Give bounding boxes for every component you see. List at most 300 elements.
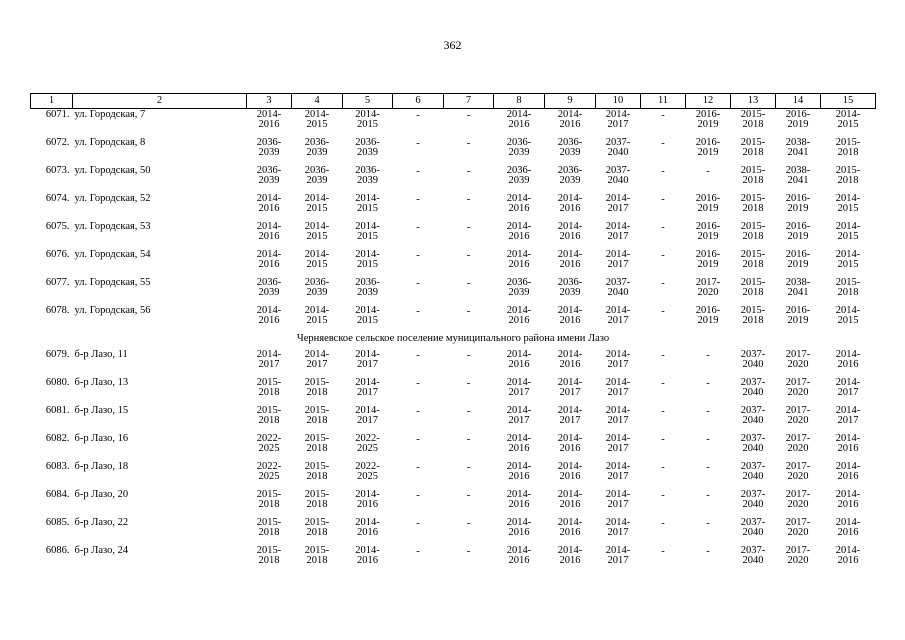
year-part: 2016- [785, 109, 811, 120]
year-part: 2016 [508, 315, 530, 326]
year-range-cell [596, 406, 641, 434]
year-part: 2015- [256, 489, 282, 500]
year-part: 2017 [607, 499, 629, 510]
column-number-header [31, 94, 876, 109]
year-range-cell [494, 406, 545, 434]
year-part: 2015- [256, 377, 282, 388]
year-range-cell [731, 166, 776, 194]
year-range-cell [292, 518, 343, 546]
year-part: 2018 [742, 175, 764, 186]
year-part: 2017- [785, 377, 811, 388]
year-part: 2015- [835, 165, 861, 176]
year-range-cell: - [466, 518, 471, 529]
year-part: 2016- [695, 305, 721, 316]
year-part: 2014- [304, 193, 330, 204]
year-range-cell [494, 350, 545, 378]
year-range-cell [821, 194, 876, 222]
year-range-cell: - [416, 278, 420, 289]
year-part: 2016- [695, 221, 721, 232]
year-part: 2014- [557, 349, 583, 360]
year-range-cell: - [416, 194, 420, 205]
year-part: 2014- [557, 377, 583, 388]
year-range-cell [776, 490, 821, 518]
year-part: 2036- [557, 277, 583, 288]
year-part: 2039 [258, 147, 280, 158]
year-part: 2018 [837, 175, 859, 186]
year-range-cell [343, 518, 393, 546]
year-part: 2037- [740, 349, 766, 360]
year-part: 2014- [835, 517, 861, 528]
year-part: 2040 [742, 555, 764, 566]
year-range-cell [247, 250, 292, 278]
year-part: 2036- [304, 277, 330, 288]
year-part: 2016 [559, 259, 581, 270]
year-part: 2017 [607, 259, 629, 270]
year-range-cell [247, 546, 292, 574]
year-range-cell [292, 306, 343, 334]
year-part: 2017- [785, 461, 811, 472]
year-part: 2015 [306, 203, 328, 214]
year-part: 2016 [258, 259, 280, 270]
year-range-cell [494, 222, 545, 250]
column-header-3: 3 [247, 94, 292, 109]
year-part: 2017 [357, 415, 378, 426]
year-range-cell [545, 546, 596, 574]
year-range-cell [494, 434, 545, 462]
year-part: 2015 [357, 231, 378, 242]
year-range-cell: - [416, 138, 420, 149]
year-part: 2016 [559, 499, 581, 510]
year-range-cell [292, 350, 343, 378]
year-range-cell [821, 138, 876, 166]
year-part: 2038- [785, 165, 811, 176]
year-range-cell [247, 138, 292, 166]
year-range-cell [776, 350, 821, 378]
year-part: 2017 [607, 315, 629, 326]
year-range-cell [545, 222, 596, 250]
year-range-cell [821, 250, 876, 278]
row-number: 6084. [45, 489, 70, 500]
year-range-cell [596, 250, 641, 278]
year-part: 2016 [258, 315, 280, 326]
year-range-cell [686, 250, 731, 278]
year-part: 2017 [508, 415, 530, 426]
year-range-cell [821, 406, 876, 434]
year-part: 2018 [258, 499, 280, 510]
table-row [31, 434, 876, 462]
row-number: 6080. [45, 377, 70, 388]
year-part: 2017 [258, 359, 280, 370]
year-part: 2014- [256, 249, 282, 260]
year-range-cell [596, 434, 641, 462]
year-part: 2018 [742, 119, 764, 130]
year-part: 2041 [787, 175, 809, 186]
table-row [31, 462, 876, 490]
year-part: 2019 [697, 203, 719, 214]
year-part: 2040 [742, 527, 764, 538]
year-range-cell [821, 490, 876, 518]
table-row [31, 350, 876, 378]
year-range-cell: - [416, 350, 420, 361]
year-range-cell [686, 194, 731, 222]
year-part: 2017- [785, 433, 811, 444]
year-range-cell: - [466, 462, 471, 473]
row-number: 6086. [45, 545, 70, 556]
year-part: 2016- [785, 249, 811, 260]
year-range-cell [292, 250, 343, 278]
header-row [31, 94, 876, 109]
year-part: 2022- [256, 433, 282, 444]
year-part: 2020 [697, 287, 719, 298]
year-range-cell [545, 194, 596, 222]
year-part: 2020 [787, 415, 809, 426]
year-range-cell [494, 378, 545, 406]
year-part: 2037- [605, 277, 631, 288]
schedule-table [30, 93, 876, 574]
year-part: 2014- [605, 193, 631, 204]
table-row [31, 138, 876, 166]
year-range-cell: - [466, 138, 471, 149]
year-part: 2018 [742, 147, 764, 158]
year-range-cell [596, 378, 641, 406]
year-range-cell [545, 250, 596, 278]
year-part: 2014- [355, 489, 380, 500]
year-part: 2041 [787, 147, 809, 158]
year-range-cell [821, 278, 876, 306]
year-part: 2014- [557, 545, 583, 556]
year-range-cell [494, 138, 545, 166]
year-part: 2014- [557, 305, 583, 316]
year-part: 2018 [306, 443, 328, 454]
year-range-cell [494, 194, 545, 222]
year-range-cell [821, 306, 876, 334]
year-part: 2016 [508, 499, 530, 510]
year-range-cell [247, 406, 292, 434]
year-part: 2016 [258, 119, 280, 130]
row-number: 6072. [45, 137, 70, 148]
year-range-cell: - [706, 462, 710, 473]
year-range-cell: - [706, 546, 710, 557]
year-part: 2016- [785, 305, 811, 316]
year-range-cell [596, 350, 641, 378]
year-part: 2014- [304, 249, 330, 260]
year-part: 2014- [506, 221, 532, 232]
year-part: 2017- [785, 489, 811, 500]
year-range-cell [731, 378, 776, 406]
year-range-cell [292, 278, 343, 306]
year-range-cell [776, 138, 821, 166]
column-header-2: 2 [73, 94, 247, 109]
year-range-cell [292, 546, 343, 574]
year-range-cell [494, 518, 545, 546]
year-part: 2015- [740, 249, 766, 260]
year-part: 2039 [357, 147, 378, 158]
year-range-cell: - [706, 166, 710, 177]
year-range-cell [343, 306, 393, 334]
year-range-cell [821, 434, 876, 462]
year-part: 2018 [306, 555, 328, 566]
year-range-cell [494, 490, 545, 518]
year-part: 2018 [742, 315, 764, 326]
row-address: ул. Городская, 55 [74, 277, 151, 288]
year-range-cell [343, 166, 393, 194]
column-header-11: 11 [641, 94, 686, 109]
year-range-cell: - [661, 138, 665, 149]
year-range-cell: - [466, 278, 471, 289]
year-range-cell [247, 278, 292, 306]
year-range-cell [776, 406, 821, 434]
year-part: 2016 [508, 555, 530, 566]
table-body [31, 109, 876, 575]
year-part: 2019 [697, 147, 719, 158]
year-part: 2016 [559, 231, 581, 242]
year-part: 2016 [258, 231, 280, 242]
year-range-cell [343, 222, 393, 250]
year-part: 2037- [740, 489, 766, 500]
year-part: 2018 [742, 287, 764, 298]
year-part: 2039 [559, 175, 581, 186]
table-row [31, 250, 876, 278]
year-part: 2039 [306, 147, 328, 158]
year-part: 2038- [785, 277, 811, 288]
year-part: 2016 [837, 443, 859, 454]
year-part: 2037- [740, 433, 766, 444]
year-part: 2040 [607, 147, 629, 158]
year-range-cell [343, 278, 393, 306]
year-part: 2025 [357, 443, 378, 454]
year-part: 2036- [304, 137, 330, 148]
year-range-cell [494, 250, 545, 278]
year-part: 2015- [304, 489, 330, 500]
year-range-cell [596, 306, 641, 334]
year-range-cell [821, 109, 876, 139]
year-part: 2015- [740, 221, 766, 232]
year-part: 2019 [787, 203, 809, 214]
year-part: 2040 [607, 175, 629, 186]
row-number: 6081. [45, 405, 70, 416]
year-range-cell: - [706, 378, 710, 389]
year-part: 2025 [357, 471, 378, 482]
table-row [31, 278, 876, 306]
row-address: б-р Лазо, 20 [74, 489, 129, 500]
year-part: 2014- [506, 305, 532, 316]
year-range-cell [731, 518, 776, 546]
year-range-cell [247, 378, 292, 406]
year-range-cell [596, 166, 641, 194]
year-range-cell [596, 222, 641, 250]
year-part: 2037- [605, 165, 631, 176]
year-part: 2015- [740, 109, 766, 120]
page-number: 362 [443, 38, 462, 52]
year-range-cell [247, 194, 292, 222]
year-part: 2038- [785, 137, 811, 148]
year-part: 2014- [605, 349, 631, 360]
year-part: 2016 [357, 499, 378, 510]
year-range-cell [292, 462, 343, 490]
year-part: 2014- [304, 109, 330, 120]
year-part: 2016- [695, 193, 721, 204]
year-range-cell: - [416, 166, 420, 177]
year-range-cell [343, 462, 393, 490]
year-part: 2017 [607, 527, 629, 538]
year-part: 2014- [557, 221, 583, 232]
year-part: 2017 [559, 387, 581, 398]
row-address: ул. Городская, 52 [74, 193, 151, 204]
column-header-4: 4 [292, 94, 343, 109]
row-address: ул. Городская, 8 [74, 137, 146, 148]
year-part: 2015 [837, 315, 859, 326]
year-range-cell [292, 434, 343, 462]
year-part: 2016 [508, 259, 530, 270]
year-part: 2018 [837, 147, 859, 158]
year-range-cell [731, 406, 776, 434]
year-range-cell: - [706, 434, 710, 445]
year-range-cell: - [466, 406, 471, 417]
year-part: 2014- [506, 377, 532, 388]
year-part: 2017 [607, 471, 629, 482]
year-part: 2015- [740, 277, 766, 288]
row-address: ул. Городская, 53 [74, 221, 151, 232]
year-range-cell: - [416, 306, 420, 317]
row-number: 6074. [45, 193, 70, 204]
year-part: 2014- [355, 405, 380, 416]
year-part: 2014- [506, 405, 532, 416]
year-range-cell [292, 166, 343, 194]
year-part: 2014- [605, 405, 631, 416]
row-address: б-р Лазо, 24 [74, 545, 129, 556]
year-range-cell: - [661, 110, 665, 121]
table-row [31, 378, 876, 406]
year-range-cell [776, 306, 821, 334]
year-part: 2022- [355, 461, 380, 472]
year-range-cell: - [661, 222, 665, 233]
year-part: 2016- [695, 137, 721, 148]
year-part: 2014- [605, 433, 631, 444]
year-range-cell [731, 250, 776, 278]
year-part: 2036- [355, 277, 380, 288]
year-part: 2017 [607, 555, 629, 566]
year-part: 2017 [357, 359, 378, 370]
year-range-cell [247, 306, 292, 334]
year-part: 2018 [258, 415, 280, 426]
year-part: 2018 [306, 415, 328, 426]
year-part: 2016 [837, 359, 859, 370]
year-part: 2014- [304, 221, 330, 232]
year-part: 2014- [355, 305, 380, 316]
year-part: 2014- [605, 305, 631, 316]
year-part: 2017 [559, 415, 581, 426]
year-part: 2015 [306, 259, 328, 270]
year-range-cell [545, 406, 596, 434]
year-range-cell: - [416, 518, 420, 529]
row-number: 6085. [45, 517, 70, 528]
year-part: 2015- [740, 193, 766, 204]
year-range-cell [247, 434, 292, 462]
year-part: 2014- [557, 109, 583, 120]
year-part: 2018 [306, 499, 328, 510]
year-range-cell: - [661, 194, 665, 205]
year-part: 2015- [835, 277, 861, 288]
year-range-cell [596, 194, 641, 222]
year-range-cell [343, 378, 393, 406]
year-part: 2016 [508, 443, 530, 454]
year-range-cell [545, 462, 596, 490]
year-part: 2017 [607, 387, 629, 398]
year-part: 2015- [256, 545, 282, 556]
year-range-cell: - [466, 378, 471, 389]
year-range-cell [343, 194, 393, 222]
year-part: 2015- [304, 545, 330, 556]
row-address: ул. Городская, 54 [74, 249, 151, 260]
year-part: 2036- [557, 137, 583, 148]
year-range-cell [686, 278, 731, 306]
year-range-cell [494, 166, 545, 194]
year-part: 2016 [559, 527, 581, 538]
year-range-cell [343, 138, 393, 166]
year-range-cell: - [661, 250, 665, 261]
year-part: 2041 [787, 287, 809, 298]
year-part: 2016 [837, 527, 859, 538]
year-part: 2017 [607, 231, 629, 242]
section-title: Черняевское сельское поселение муниципального района имени Лазо [296, 333, 610, 344]
row-address: б-р Лазо, 15 [74, 405, 129, 416]
year-part: 2016 [559, 443, 581, 454]
year-range-cell [776, 434, 821, 462]
year-range-cell [343, 490, 393, 518]
year-range-cell [247, 166, 292, 194]
year-part: 2015- [256, 405, 282, 416]
year-range-cell: - [706, 406, 710, 417]
column-header-10: 10 [596, 94, 641, 109]
year-range-cell: - [466, 166, 471, 177]
year-part: 2014- [835, 489, 861, 500]
year-part: 2017 [607, 443, 629, 454]
year-range-cell [731, 109, 776, 139]
year-range-cell: - [466, 350, 471, 361]
year-range-cell: - [661, 166, 665, 177]
year-range-cell: - [466, 194, 471, 205]
table-row [31, 166, 876, 194]
year-range-cell: - [661, 306, 665, 317]
year-range-cell [545, 350, 596, 378]
year-part: 2016 [559, 315, 581, 326]
year-range-cell [821, 166, 876, 194]
row-address: б-р Лазо, 13 [74, 377, 129, 388]
year-part: 2040 [742, 359, 764, 370]
year-range-cell [494, 109, 545, 139]
year-part: 2039 [559, 287, 581, 298]
year-part: 2015- [304, 517, 330, 528]
year-range-cell: - [706, 490, 710, 501]
year-part: 2014- [835, 305, 861, 316]
year-range-cell [292, 406, 343, 434]
year-part: 2025 [258, 443, 280, 454]
year-part: 2015 [357, 203, 378, 214]
year-part: 2037- [740, 377, 766, 388]
year-range-cell [776, 109, 821, 139]
table-row [31, 194, 876, 222]
year-part: 2014- [557, 433, 583, 444]
year-part: 2036- [355, 137, 380, 148]
table-row [31, 222, 876, 250]
year-range-cell [545, 278, 596, 306]
year-part: 2015- [304, 433, 330, 444]
year-range-cell [821, 518, 876, 546]
year-range-cell [596, 518, 641, 546]
year-part: 2014- [506, 545, 532, 556]
year-range-cell [343, 250, 393, 278]
year-range-cell [292, 222, 343, 250]
